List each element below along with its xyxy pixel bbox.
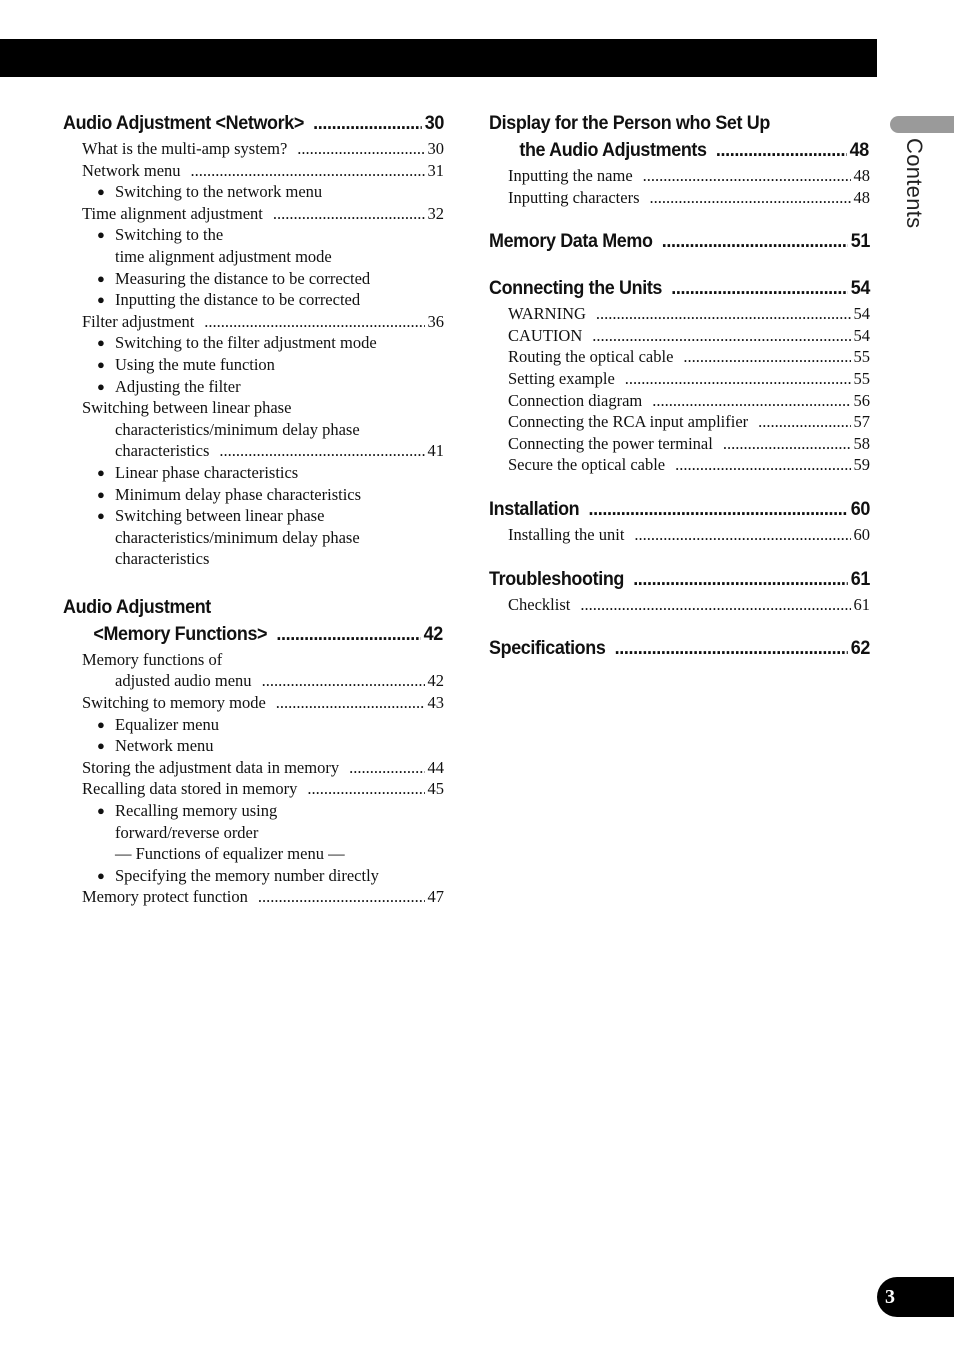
toc-entry[interactable]: Time alignment adjustment ..... 32 (63, 203, 444, 225)
toc-entry[interactable]: Secure the optical cable ..... 59 (489, 454, 870, 476)
side-tab-label: Contents (902, 138, 927, 229)
toc-entry[interactable]: Network menu ..... 31 (63, 160, 444, 182)
toc-bullet-continuation: characteristics/minimum delay phase (115, 527, 360, 547)
section-heading-line1[interactable]: Audio Adjustment (63, 595, 211, 618)
toc-entry[interactable]: Recalling data stored in memory ..... 45 (63, 778, 444, 800)
page-number: 3 (885, 1286, 895, 1308)
toc-entry[interactable]: Checklist ..... 61 (489, 594, 870, 616)
toc-bullet-continuation: time alignment adjustment mode (115, 246, 332, 266)
toc-bullet-continuation: characteristics (115, 549, 210, 569)
toc-bullet: ● Using the mute function (63, 354, 444, 376)
toc-entry[interactable]: Connecting the power terminal ..... 58 (489, 433, 870, 455)
section-heading-line2[interactable]: <Memory Functions> ..... 42 (63, 621, 443, 648)
toc-entry[interactable]: Memory protect function ..... 47 (63, 886, 444, 908)
toc-bullet: ● Measuring the distance to be corrected (63, 268, 444, 290)
header-bar (0, 39, 877, 77)
toc-bullet: ● Switching to the network menu (63, 181, 444, 203)
toc-section-memo (489, 228, 870, 255)
toc-bullet: ● Switching to the filter adjustment mode (63, 332, 444, 354)
toc-entry[interactable]: Routing the optical cable ..... 55 (489, 346, 870, 368)
toc-section-connecting (489, 275, 870, 476)
toc-bullet: ● Specifying the memory number directly (63, 865, 444, 887)
toc-entry[interactable]: Filter adjustment ..... 36 (63, 311, 444, 333)
toc-bullet: ● Minimum delay phase characteristics (63, 484, 444, 506)
toc-bullet: ● Network menu (63, 735, 444, 757)
toc-entry[interactable]: Installing the unit ..... 60 (489, 524, 870, 546)
toc-bullet: ● Switching to the (63, 224, 444, 246)
toc-entry[interactable]: Storing the adjustment data in memory ..... 44 (63, 757, 444, 779)
toc-bullet-continuation: forward/reverse order (115, 822, 259, 842)
side-tab-marker (890, 116, 954, 133)
toc-section-specifications (489, 635, 870, 662)
toc-section-network (63, 110, 444, 570)
section-title: Audio Adjustment <Network> (63, 112, 304, 134)
toc-entry[interactable]: characteristics ..... 41 (63, 440, 444, 462)
toc-entry[interactable]: Inputting characters ..... 48 (489, 187, 870, 209)
toc-entry[interactable]: Connection diagram ..... 56 (489, 390, 870, 412)
toc-entry[interactable]: Setting example ..... 55 (489, 368, 870, 390)
toc-entry: Memory functions of (82, 649, 223, 669)
toc-bullet: ● Inputting the distance to be corrected (63, 289, 444, 311)
section-heading[interactable]: Specifications ..... 62 (489, 635, 870, 662)
toc-entry[interactable]: CAUTION ..... 54 (489, 325, 870, 347)
toc-bullet: ● Equalizer menu (63, 714, 444, 736)
toc-entry[interactable]: WARNING ..... 54 (489, 303, 870, 325)
section-heading[interactable]: Connecting the Units ..... 54 (489, 275, 870, 302)
toc-entry[interactable]: Inputting the name ..... 48 (489, 165, 870, 187)
page-number-badge (877, 1277, 954, 1317)
toc-section-installation (489, 496, 870, 546)
section-heading-line2[interactable]: the Audio Adjustments ..... 48 (489, 137, 869, 164)
toc-bullet: ● Linear phase characteristics (63, 462, 444, 484)
toc-entry[interactable]: adjusted audio menu ..... 42 (63, 670, 444, 692)
section-heading[interactable]: Installation ..... 60 (489, 496, 870, 523)
toc-right-column (489, 110, 870, 682)
section-heading[interactable]: Troubleshooting ..... 61 (489, 566, 870, 593)
toc-entry[interactable]: What is the multi-amp system? ..... 30 (63, 138, 444, 160)
toc-left-column (63, 110, 444, 930)
toc-section-troubleshooting (489, 566, 870, 616)
section-heading[interactable] (63, 110, 444, 137)
toc-bullet-continuation: — Functions of equalizer menu — (115, 844, 345, 864)
toc-bullet: ● Recalling memory using (63, 800, 444, 822)
section-heading-line1[interactable]: Display for the Person who Set Up (489, 112, 770, 134)
toc-entry: Switching between linear phase (82, 398, 292, 418)
toc-section-display (489, 110, 870, 208)
toc-bullet: ● Adjusting the filter (63, 376, 444, 398)
leader-dots (313, 110, 422, 137)
toc-section-memory (63, 594, 444, 908)
toc-entry[interactable]: Switching to memory mode ..... 43 (63, 692, 444, 714)
toc-entry-continuation: characteristics/minimum delay phase (115, 419, 360, 439)
toc-entry[interactable]: Connecting the RCA input amplifier ..... 57 (489, 411, 870, 433)
toc-bullet: ● Switching between linear phase (63, 505, 444, 527)
page-ref: 30 (424, 112, 445, 134)
section-heading[interactable]: Memory Data Memo ..... 51 (489, 228, 870, 255)
